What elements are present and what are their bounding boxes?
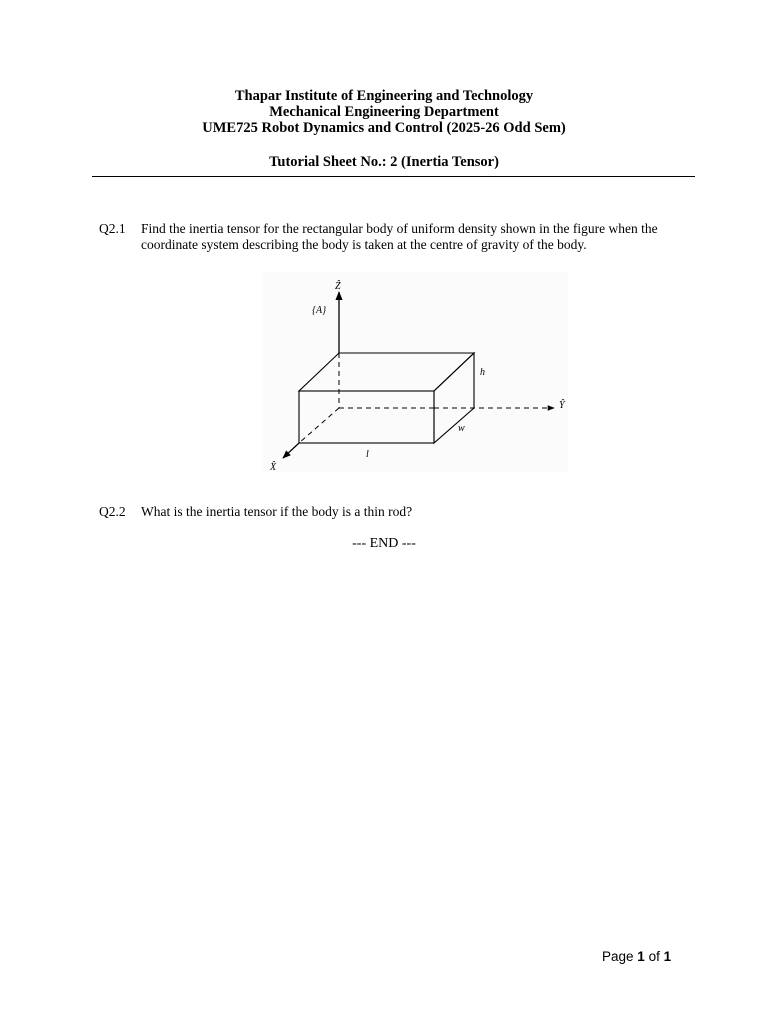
department-name: Mechanical Engineering Department — [269, 104, 499, 120]
y-axis-label: Ŷ — [559, 400, 565, 411]
question-text: What is the inertia tensor if the body is a thin rod? — [141, 504, 413, 519]
rectangular-body-figure — [262, 272, 568, 472]
header-divider — [92, 176, 695, 177]
height-label: h — [480, 367, 485, 378]
of-word: of — [648, 949, 660, 964]
x-axis-label: X̂ — [270, 462, 277, 472]
page-current: 1 — [637, 949, 645, 964]
page-word: Page — [602, 949, 634, 964]
end-marker: --- END --- — [352, 536, 416, 551]
question-text: Find the inertia tensor for the rectangular body of uniform density shown in the figure when the coordinate system describing the body is taken at the centre of gravity of the body. — [141, 221, 658, 252]
question-number: Q2.2 — [99, 504, 126, 519]
institute-name: Thapar Institute of Engineering and Technology — [234, 88, 534, 104]
page-total: 1 — [663, 949, 672, 964]
frame-label: {A} — [312, 305, 327, 316]
z-axis-label: Ẑ — [335, 281, 341, 292]
page-number — [602, 949, 671, 964]
width-label: w — [458, 423, 465, 434]
question-1 — [99, 221, 699, 255]
document-header — [0, 88, 768, 170]
length-label: l — [366, 449, 369, 460]
course-title: UME725 Robot Dynamics and Control (2025-26 Odd Sem) — [202, 120, 566, 136]
question-number: Q2.1 — [99, 221, 126, 236]
sheet-title: Tutorial Sheet No.: 2 (Inertia Tensor) — [269, 154, 499, 170]
question-2 — [99, 504, 699, 522]
